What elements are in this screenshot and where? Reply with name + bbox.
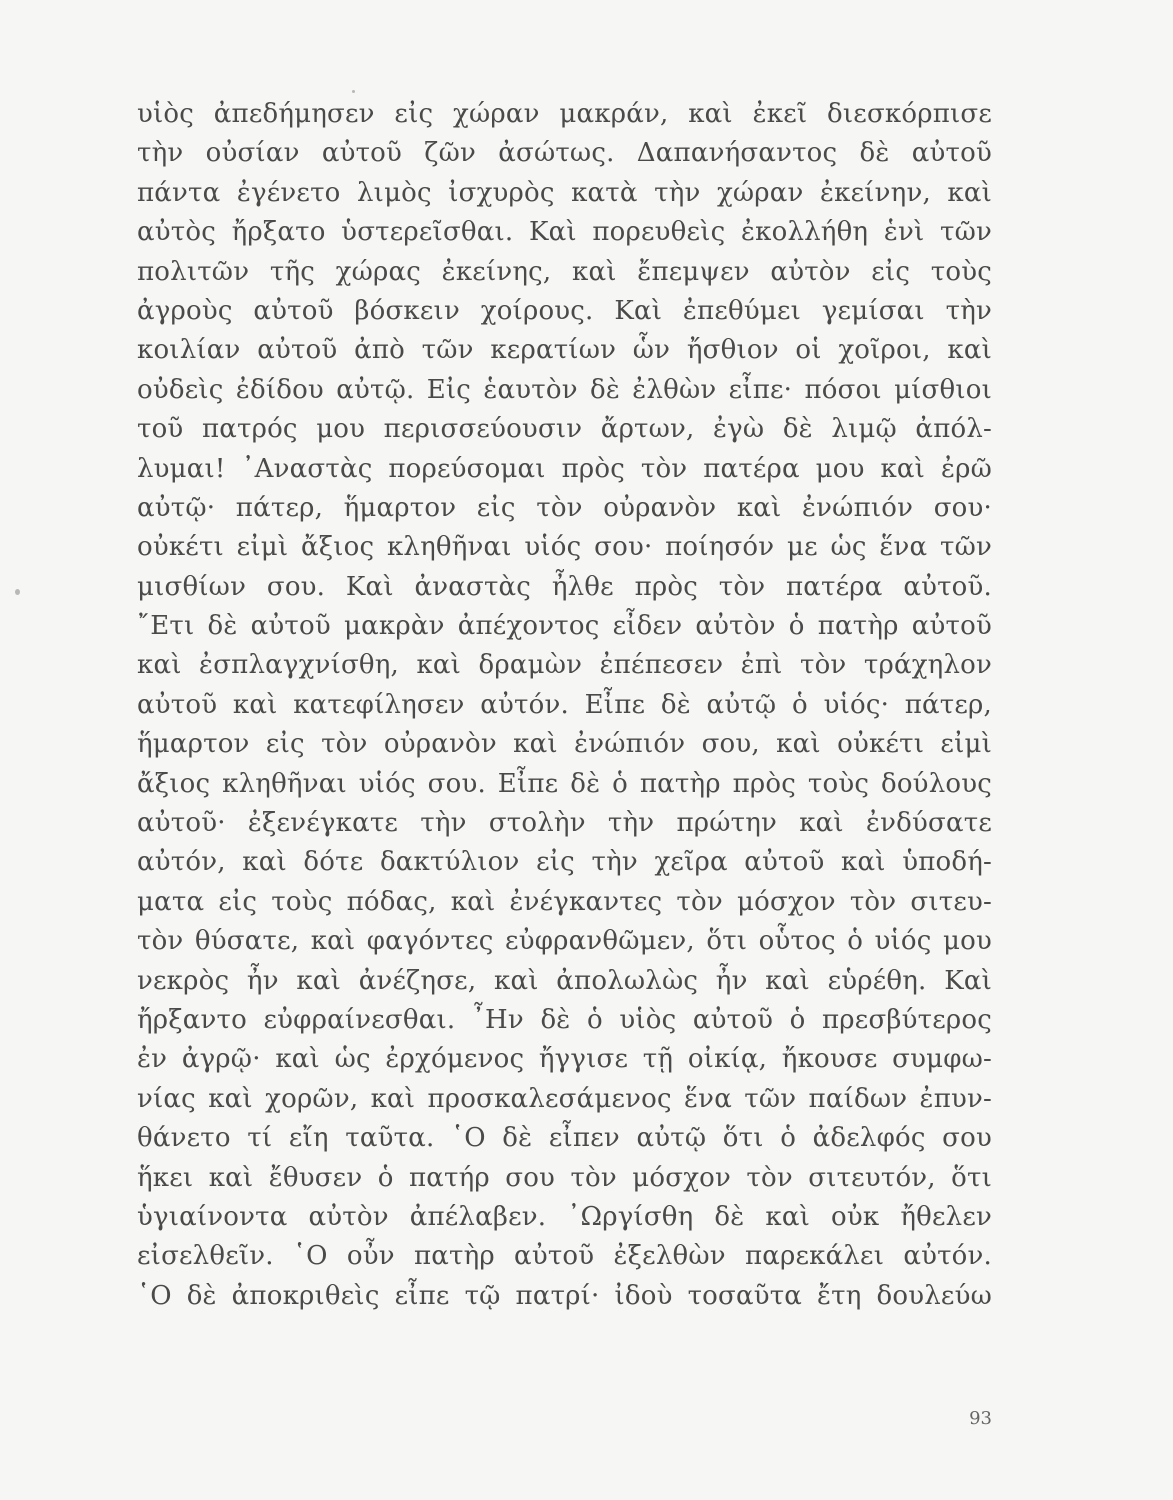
text-line: κοιλίαν αὐτοῦ ἀπὸ τῶν κερατίων ὧν ἤσθιον οἱ χοῖροι, καὶ (137, 335, 992, 366)
text-line: αὐτῷ· πάτερ, ἥμαρτον εἰς τὸν οὐρανὸν καὶ ἐνώπιόν σου· (137, 492, 992, 523)
text-line: νίας καὶ χορῶν, καὶ προσκαλεσάμενος ἕνα τῶν παίδων ἐπυν- (137, 1083, 992, 1114)
text-line: αὐτόν, καὶ δότε δακτύλιον εἰς τὴν χεῖρα αὐτοῦ καὶ ὑποδή- (137, 847, 992, 878)
paper-speck (15, 589, 20, 595)
text-line: νεκρὸς ἦν καὶ ἀνέζησε, καὶ ἀπολωλὼς ἦν καὶ εὑρέθη. Καὶ (137, 965, 992, 996)
body-text (137, 95, 992, 1316)
paper-speck (352, 90, 355, 93)
text-line: ἤρξαντο εὐφραίνεσθαι. ῏Ην δὲ ὁ υἱὸς αὐτοῦ ὁ πρεσβύτερος (137, 1004, 992, 1035)
text-line: αὐτοῦ καὶ κατεφίλησεν αὐτόν. Εἶπε δὲ αὐτῷ ὁ υἱός· πάτερ, (137, 689, 992, 720)
text-line: ῾Ο δὲ ἀποκριθεὶς εἶπε τῷ πατρί· ἰδοὺ τοσαῦτα ἔτη δουλεύω (137, 1280, 992, 1311)
text-line: ἄξιος κληθῆναι υἱός σου. Εἶπε δὲ ὁ πατὴρ πρὸς τοὺς δούλους (137, 768, 992, 799)
text-line: ἐν ἀγρῷ· καὶ ὡς ἐρχόμενος ἤγγισε τῇ οἰκίᾳ, ἤκουσε συμφω- (137, 1044, 992, 1075)
text-line: αὐτὸς ἤρξατο ὑστερεῖσθαι. Καὶ πορευθεὶς ἐκολλήθη ἑνὶ τῶν (137, 217, 992, 248)
text-line: τὴν οὐσίαν αὐτοῦ ζῶν ἀσώτως. Δαπανήσαντος δὲ αὐτοῦ (137, 138, 992, 169)
text-line: τὸν θύσατε, καὶ φαγόντες εὐφρανθῶμεν, ὅτι οὗτος ὁ υἱός μου (137, 926, 992, 957)
text-line: λυμαι! ᾿Αναστὰς πορεύσομαι πρὸς τὸν πατέρα μου καὶ ἐρῶ (137, 453, 992, 484)
text-line: πολιτῶν τῆς χώρας ἐκείνης, καὶ ἔπεμψεν αὐτὸν εἰς τοὺς (137, 256, 992, 287)
text-line: ὑγιαίνοντα αὐτὸν ἀπέλαβεν. ᾿Ωργίσθη δὲ καὶ οὐκ ἤθελεν (137, 1201, 992, 1232)
text-line: ῎Ετι δὲ αὐτοῦ μακρὰν ἀπέχοντος εἶδεν αὐτὸν ὁ πατὴρ αὐτοῦ (137, 611, 992, 642)
text-line: θάνετο τί εἴη ταῦτα. ῾Ο δὲ εἶπεν αὐτῷ ὅτι ὁ ἀδελφός σου (137, 1123, 992, 1154)
text-line: ἥκει καὶ ἔθυσεν ὁ πατήρ σου τὸν μόσχον τὸν σιτευτόν, ὅτι (137, 1162, 992, 1193)
text-line: καὶ ἐσπλαγχνίσθη, καὶ δραμὼν ἐπέπεσεν ἐπὶ τὸν τράχηλον (137, 650, 992, 681)
text-line: πάντα ἐγένετο λιμὸς ἰσχυρὸς κατὰ τὴν χώραν ἐκείνην, καὶ (137, 177, 992, 208)
text-line: αὐτοῦ· ἐξενέγκατε τὴν στολὴν τὴν πρώτην καὶ ἐνδύσατε (137, 808, 992, 839)
text-line: οὐκέτι εἰμὶ ἄξιος κληθῆναι υἱός σου· ποίησόν με ὡς ἕνα τῶν (137, 532, 992, 563)
text-line: μισθίων σου. Καὶ ἀναστὰς ἦλθε πρὸς τὸν πατέρα αὐτοῦ. (137, 571, 992, 602)
text-line: εἰσελθεῖν. ῾Ο οὖν πατὴρ αὐτοῦ ἐξελθὼν παρεκάλει αὐτόν. (137, 1241, 992, 1272)
text-line: οὐδεὶς ἐδίδου αὐτῷ. Εἰς ἑαυτὸν δὲ ἐλθὼν εἶπε· πόσοι μίσθιοι (137, 374, 992, 405)
text-line: τοῦ πατρός μου περισσεύουσιν ἄρτων, ἐγὼ δὲ λιμῷ ἀπόλ- (137, 414, 992, 445)
page-number: 93 (969, 1408, 992, 1429)
text-line: ἥμαρτον εἰς τὸν οὐρανὸν καὶ ἐνώπιόν σου, καὶ οὐκέτι εἰμὶ (137, 729, 992, 760)
text-line: υἱὸς ἀπεδήμησεν εἰς χώραν μακράν, καὶ ἐκεῖ διεσκόρπισε (137, 99, 992, 129)
text-line: ἀγροὺς αὐτοῦ βόσκειν χοίρους. Καὶ ἐπεθύμει γεμίσαι τὴν (137, 295, 992, 326)
text-line: ματα εἰς τοὺς πόδας, καὶ ἐνέγκαντες τὸν μόσχον τὸν σιτευ- (137, 886, 992, 917)
